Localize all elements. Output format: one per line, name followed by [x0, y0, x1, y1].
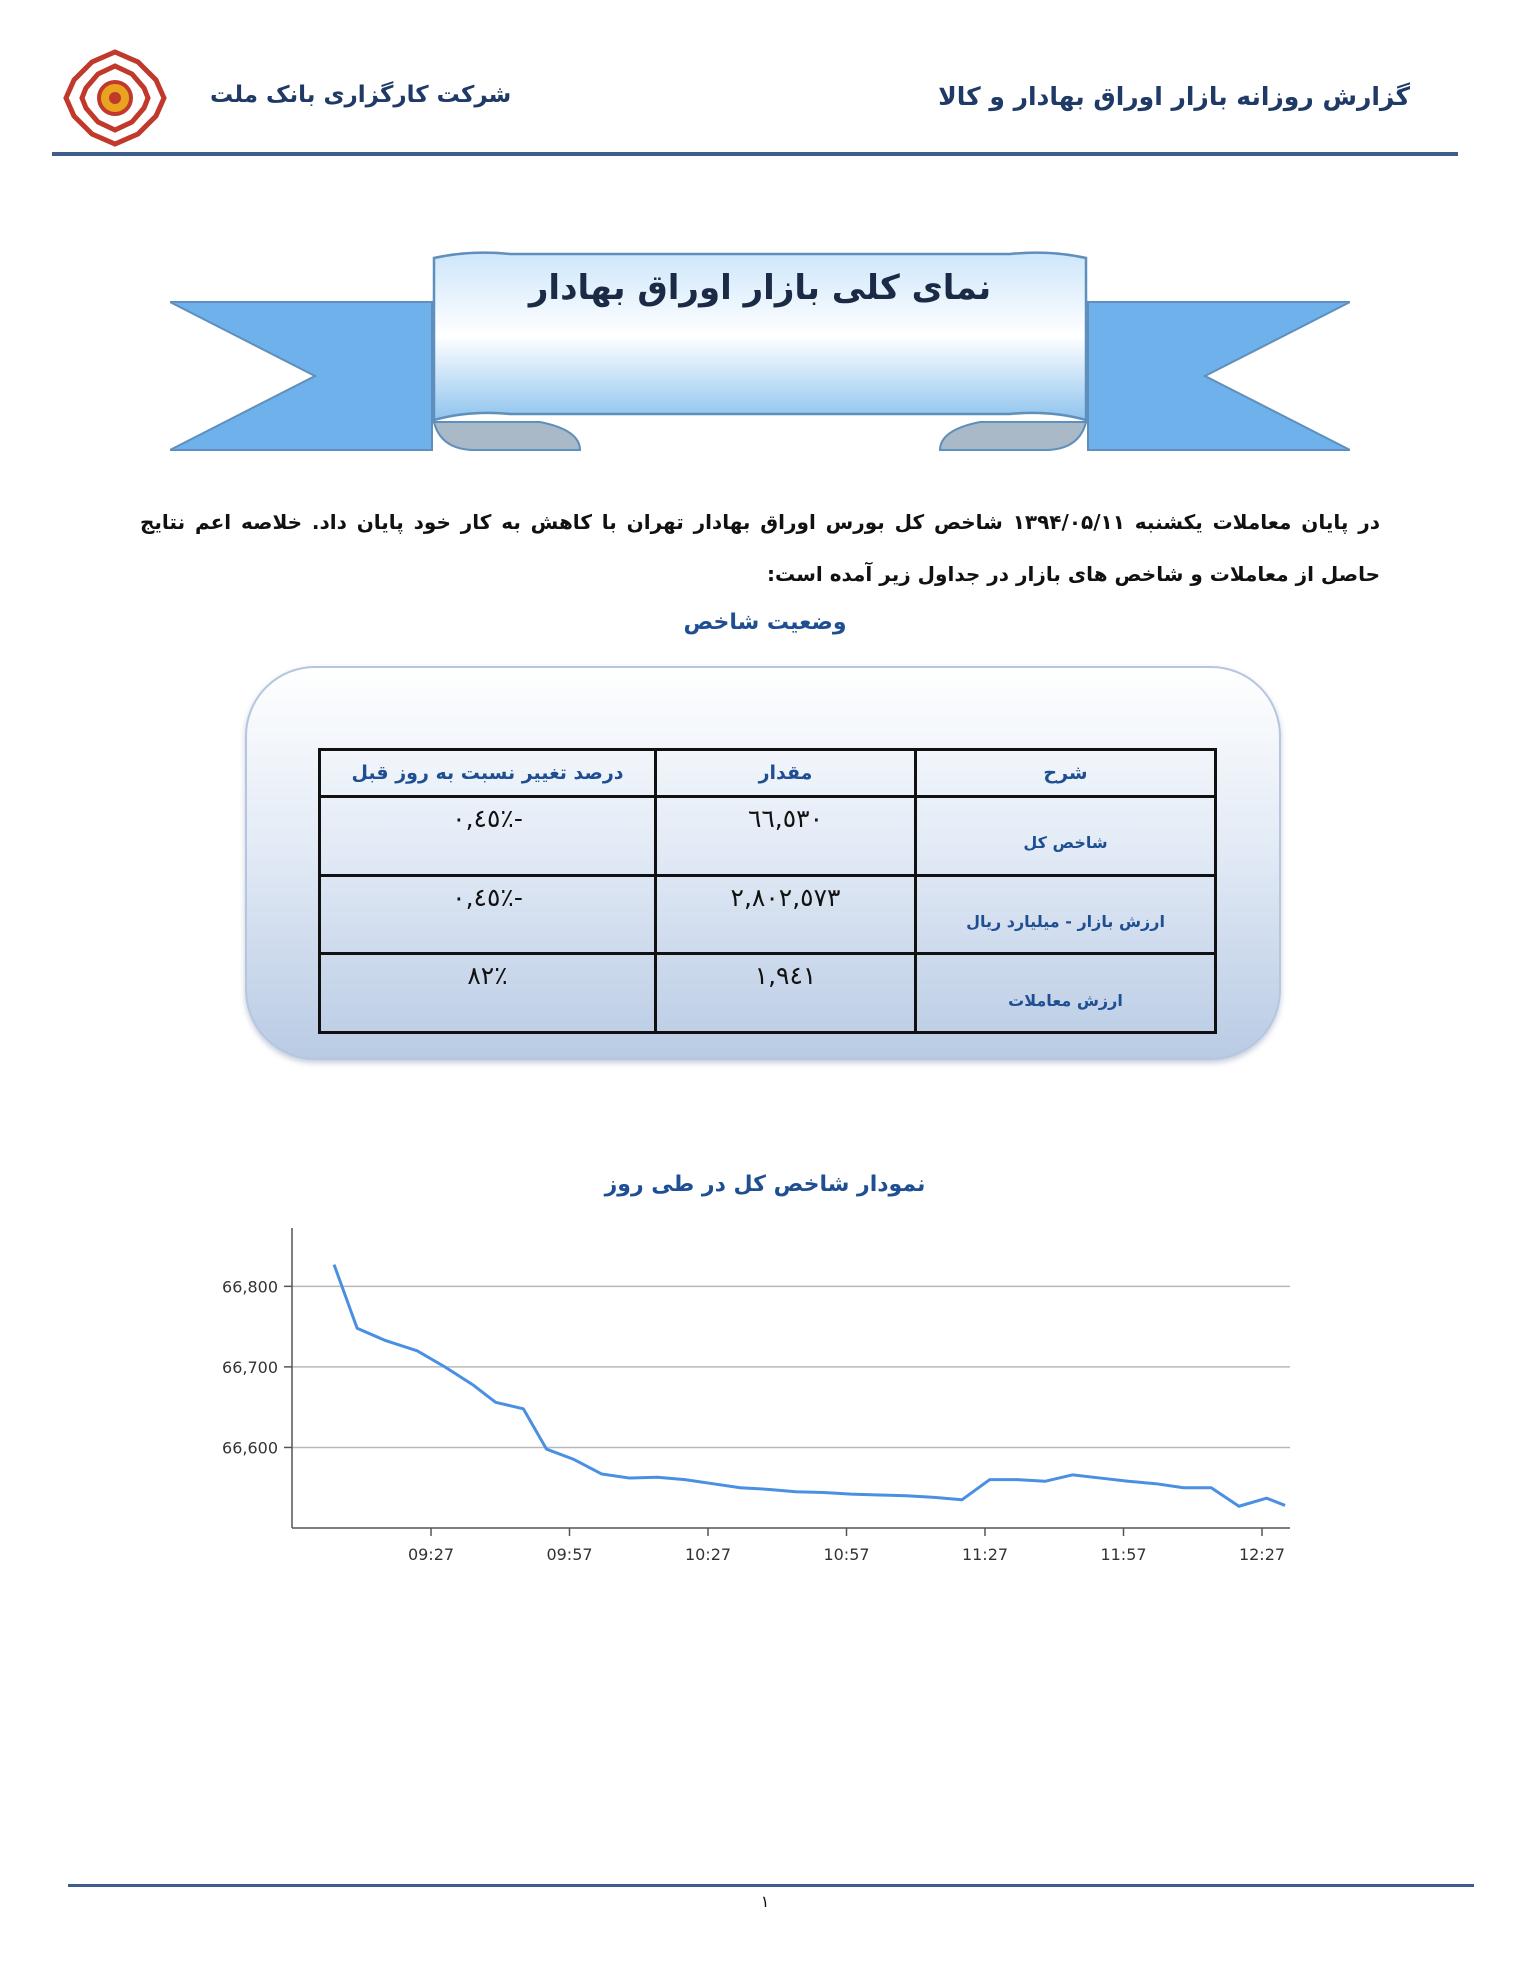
company-name: شرکت کارگزاری بانک ملت: [210, 82, 512, 108]
header-value: مقدار: [656, 750, 916, 797]
header-divider: [52, 152, 1458, 156]
header-description: شرح: [916, 750, 1216, 797]
row-change: -٪٠,٤٥: [320, 875, 656, 954]
index-status-table: [318, 748, 1217, 1034]
page-number: ١: [760, 1892, 770, 1911]
x-tick-label: 10:57: [823, 1545, 870, 1564]
chart-section-title: نمودار شاخص کل در طی روز: [604, 1172, 926, 1197]
bank-mellat-logo-icon: [60, 48, 170, 148]
x-tick-label: 09:57: [546, 1545, 593, 1564]
y-tick-label: 66,800: [222, 1277, 278, 1297]
row-description: شاخص کل: [916, 797, 1216, 876]
index-series-line: [334, 1265, 1285, 1507]
intro-paragraph: در پایان معاملات یکشنبه ۱۳۹۴/۰۵/۱۱ شاخص کل بورس اوراق بهادار تهران با کاهش به کار خود پایان داد. خلاصه اعم نتایج حاصل از معاملات و شاخص های بازار در جداول زیر آمده است:: [140, 510, 1380, 586]
row-value: ١,٩٤١: [656, 954, 916, 1033]
x-tick-label: 11:57: [1100, 1545, 1147, 1564]
table-row: [320, 954, 1216, 1033]
row-value: ٦٦,٥٣٠: [656, 797, 916, 876]
x-tick-label: 11:27: [961, 1545, 1009, 1564]
header-change: درصد تغییر نسبت به روز قبل: [320, 750, 656, 797]
table-header-row: [320, 750, 1216, 797]
row-description: ارزش بازار - میلیارد ریال: [916, 875, 1216, 954]
y-tick-label: 66,600: [222, 1438, 278, 1458]
row-change: -٪٠,٤٥: [320, 797, 656, 876]
y-tick-label: 66,700: [222, 1357, 278, 1377]
x-tick-label: 09:27: [407, 1545, 455, 1564]
table-row: [320, 797, 1216, 876]
report-title: گزارش روزانه بازار اوراق بهادار و کالا: [938, 82, 1410, 111]
table-row: [320, 875, 1216, 954]
intraday-index-chart: [190, 1228, 1310, 1598]
footer-divider: [68, 1884, 1474, 1887]
row-value: ٢,٨٠٢,٥٧٣: [656, 875, 916, 954]
index-status-title: وضعیت شاخص: [683, 610, 847, 635]
row-change: ٪٨٢: [320, 954, 656, 1033]
row-description: ارزش معاملات: [916, 954, 1216, 1033]
banner-title: نمای کلی بازار اوراق بهادار: [528, 268, 992, 308]
x-tick-label: 10:27: [684, 1545, 732, 1564]
x-tick-label: 12:27: [1238, 1545, 1286, 1564]
